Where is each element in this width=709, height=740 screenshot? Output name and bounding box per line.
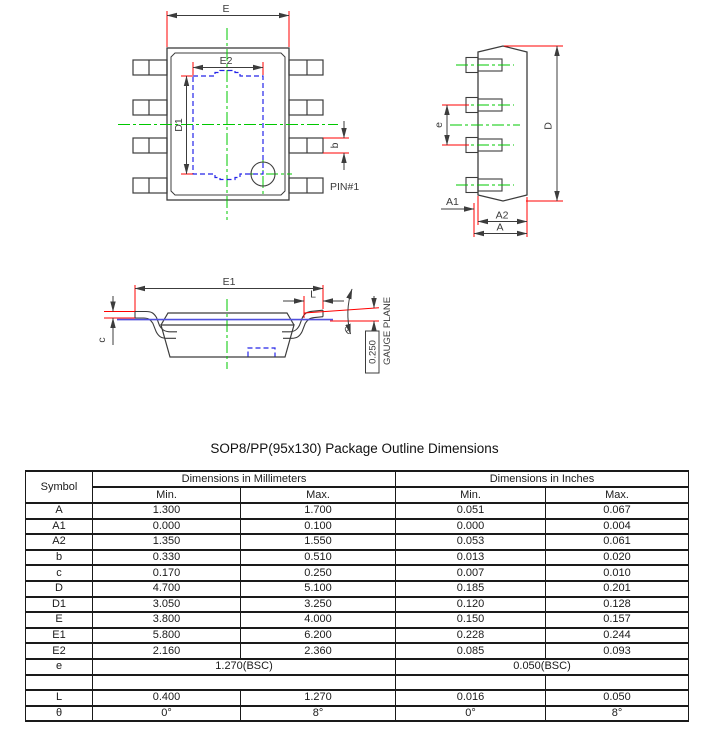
dim-cell: 0.020: [546, 550, 689, 566]
table-header-row: [26, 471, 689, 487]
dim-cell: 1.300: [93, 503, 241, 519]
col-header-in-min: Min.: [396, 487, 546, 503]
table-row: [26, 581, 689, 597]
dim-E: [167, 3, 289, 47]
dim-cell: 0.010: [546, 565, 689, 581]
table-row: [26, 550, 689, 566]
dim-b: [323, 121, 349, 170]
dim-c: [96, 296, 135, 345]
front-view: [96, 276, 393, 373]
dim-label-e: e: [433, 122, 445, 128]
dim-cell: 0.100: [241, 519, 396, 535]
dim-cell: 5.100: [241, 581, 396, 597]
dim-label-E: E: [222, 3, 230, 15]
bottom-pad-outline: [248, 348, 275, 357]
dim-cell: 0.093: [546, 643, 689, 659]
table-row: [26, 706, 689, 722]
col-header-in-max: Max.: [546, 487, 689, 503]
dim-cell: 0.150: [396, 612, 546, 628]
dim-label-E1: E1: [222, 276, 236, 288]
col-header-mm-group: Dimensions in Millimeters: [93, 471, 396, 487]
dim-cell: 0.053: [396, 534, 546, 550]
dim-cell: 1.270: [241, 690, 396, 706]
table-row: [26, 643, 689, 659]
dim-D: [504, 46, 563, 201]
dim-cell: 0.120: [396, 597, 546, 613]
table-row: [26, 690, 689, 706]
symbol-cell: b: [26, 550, 93, 566]
dim-cell: 3.050: [93, 597, 241, 613]
dim-cell: 0.244: [546, 628, 689, 644]
top-view: [118, 3, 359, 220]
dim-A-group: [441, 196, 527, 237]
dim-cell: 5.800: [93, 628, 241, 644]
table-row: [26, 565, 689, 581]
dim-cell: 2.360: [241, 643, 396, 659]
dim-cell: 4.000: [241, 612, 396, 628]
table-row: [26, 503, 689, 519]
dim-cell: 0.250: [241, 565, 396, 581]
dim-label-D: D: [542, 122, 555, 130]
dim-label-A: A: [496, 221, 504, 234]
col-header-in-group: Dimensions in Inches: [396, 471, 689, 487]
table-row: [26, 628, 689, 644]
dim-cell: 0.170: [93, 565, 241, 581]
dim-cell: 1.350: [93, 534, 241, 550]
symbol-cell: E1: [26, 628, 93, 644]
dim-cell: 3.800: [93, 612, 241, 628]
dim-label-D1: D1: [173, 118, 185, 132]
gauge-offset-value: 0.250: [367, 340, 379, 364]
col-header-symbol: Symbol: [26, 471, 93, 503]
side-centerlines: [450, 65, 520, 185]
dim-theta-gauge: [304, 289, 393, 373]
dim-E1: [135, 276, 323, 311]
gauge-plane-label: GAUGE PLANE: [382, 296, 393, 366]
dim-cell: 0.128: [546, 597, 689, 613]
dim-cell: [396, 675, 546, 691]
dim-cell: 0.000: [396, 519, 546, 535]
dim-cell: 0.061: [546, 534, 689, 550]
symbol-cell: A: [26, 503, 93, 519]
dim-cell: [93, 675, 396, 691]
dim-label-L: L: [310, 288, 316, 301]
col-header-mm-max: Max.: [241, 487, 396, 503]
dim-cell: 0.050: [546, 690, 689, 706]
dim-cell: 0.185: [396, 581, 546, 597]
symbol-cell: E: [26, 612, 93, 628]
symbol-cell: L: [26, 690, 93, 706]
dim-cell: 0.067: [546, 503, 689, 519]
col-header-mm-min: Min.: [93, 487, 241, 503]
table-row: [26, 612, 689, 628]
table-subheader-row: [26, 487, 689, 503]
table-row-e: [26, 659, 689, 675]
symbol-cell: D1: [26, 597, 93, 613]
dim-cell: 0.004: [546, 519, 689, 535]
dim-E2: [193, 55, 263, 75]
dim-cell: 8°: [546, 706, 689, 722]
table-row-empty: [26, 675, 689, 691]
table-row: [26, 597, 689, 613]
dim-cell-mm-span: 1.270(BSC): [93, 659, 396, 675]
table-row: [26, 534, 689, 550]
dim-cell: 0.013: [396, 550, 546, 566]
dim-label-theta: θ: [342, 325, 355, 338]
dim-cell: 3.250: [241, 597, 396, 613]
page-title: SOP8/PP(95x130) Package Outline Dimensions: [210, 441, 499, 456]
dim-cell: 0.016: [396, 690, 546, 706]
dim-cell: 0.051: [396, 503, 546, 519]
left-pins: [133, 60, 167, 193]
symbol-cell: D: [26, 581, 93, 597]
dim-cell: 0.330: [93, 550, 241, 566]
symbol-cell: A2: [26, 534, 93, 550]
dim-cell: 0°: [396, 706, 546, 722]
dim-cell: 1.550: [241, 534, 396, 550]
dim-cell: 6.200: [241, 628, 396, 644]
symbol-cell: e: [26, 659, 93, 675]
table-row: [26, 519, 689, 535]
dim-cell: 8°: [241, 706, 396, 722]
dim-cell: 0.007: [396, 565, 546, 581]
dim-cell: 0.000: [93, 519, 241, 535]
dim-cell: 0°: [93, 706, 241, 722]
symbol-cell: c: [26, 565, 93, 581]
dim-label-b: b: [329, 142, 341, 149]
dim-cell: 0.085: [396, 643, 546, 659]
dim-cell: 0.228: [396, 628, 546, 644]
dim-cell: 0.400: [93, 690, 241, 706]
symbol-cell: [26, 675, 93, 691]
dim-cell: 2.160: [93, 643, 241, 659]
dim-label-c: c: [96, 337, 108, 343]
dim-label-E2: E2: [219, 55, 233, 67]
dimensions-table: [25, 470, 689, 722]
side-view: [433, 46, 563, 237]
dim-cell: 1.700: [241, 503, 396, 519]
symbol-cell: E2: [26, 643, 93, 659]
dim-cell: 0.157: [546, 612, 689, 628]
dim-label-A2: A2: [495, 209, 509, 222]
dim-L: [283, 289, 344, 319]
pin1-label: PIN#1: [330, 181, 360, 193]
dim-label-A1: A1: [446, 196, 459, 208]
dim-cell: [546, 675, 689, 691]
dim-cell: 0.201: [546, 581, 689, 597]
dim-cell: 4.700: [93, 581, 241, 597]
dim-cell: 0.510: [241, 550, 396, 566]
dim-cell-in-span: 0.050(BSC): [396, 659, 689, 675]
symbol-cell: θ: [26, 706, 93, 722]
right-pins: [289, 60, 323, 193]
symbol-cell: A1: [26, 519, 93, 535]
